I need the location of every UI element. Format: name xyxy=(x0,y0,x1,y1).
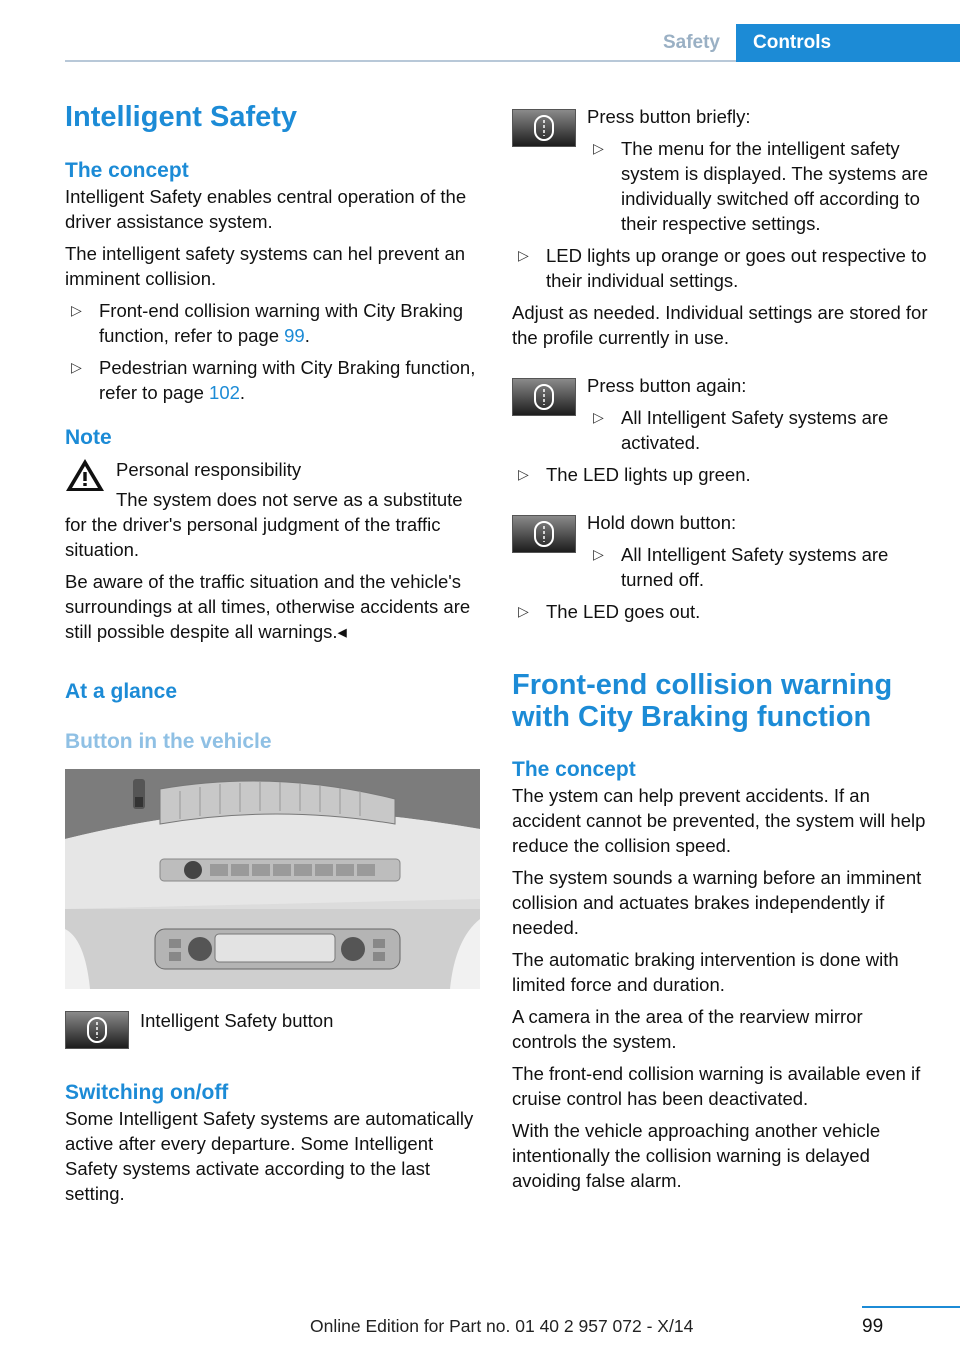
adjust-paragraph: Adjust as needed. Individual settings are stored for the profile currently in use. xyxy=(512,302,928,348)
fcw-paragraph-2: The system sounds a warning before an imminent collision and actuates brakes independently if needed. xyxy=(512,867,922,938)
header-chapter-controls[interactable]: Controls xyxy=(736,24,960,62)
bullet-text: Pedestrian warning with City Braking function, refer to page xyxy=(99,357,476,403)
bullet-arrow-icon: ▷ xyxy=(593,546,604,562)
list-item xyxy=(587,136,932,236)
fcw-paragraph-3: The automatic braking intervention is done with limited force and duration. xyxy=(512,949,899,995)
list-item: ▷ Pedestrian warning with City Braking function, refer to page 102. xyxy=(71,357,476,403)
list-item xyxy=(512,243,932,293)
bullet-arrow-icon: ▷ xyxy=(593,140,604,156)
bullet-text: LED lights up orange or goes out respective to their individual settings. xyxy=(546,245,927,291)
switching-heading: Switching on/off xyxy=(65,1081,229,1104)
concept-heading: The concept xyxy=(65,159,189,182)
bullet-arrow-icon: ▷ xyxy=(518,603,529,619)
fcw-paragraph-4: A camera in the area of the rearview mirror controls the system. xyxy=(512,1006,863,1052)
list-item xyxy=(512,599,932,624)
button-heading: Button in the vehicle xyxy=(65,730,272,753)
intelligent-safety-button-icon[interactable] xyxy=(65,1011,129,1049)
bullet-text: The LED lights up green. xyxy=(546,464,751,485)
glance-heading: At a glance xyxy=(65,680,178,703)
bullet-text: All Intelligent Safety systems are activated. xyxy=(621,407,889,453)
fcw-paragraph-6: With the vehicle approaching another vehicle intentionally the collision warning is delayed avoiding false alarm. xyxy=(512,1120,881,1191)
hold-down-label: Hold down button: xyxy=(587,512,737,533)
right-column xyxy=(512,100,932,1200)
press-again-block xyxy=(512,375,932,462)
intelligent-safety-button-icon[interactable] xyxy=(512,378,576,416)
switching-paragraph: Some Intelligent Safety systems are automatically active after every departure. Some Intelligent Safety systems activate according to the last setting. xyxy=(65,1108,474,1204)
note-paragraph-2: Be aware of the traffic situation and the vehicle's surroundings at all times, otherwise accidents are still possible despite all warnings.◂ xyxy=(65,571,471,642)
bullet-text: The menu for the intelligent safety system is displayed. The systems are individually switched off according to their respective settings. xyxy=(621,138,929,234)
bullet-arrow-icon: ▷ xyxy=(71,302,82,318)
intelligent-safety-button-icon[interactable] xyxy=(512,515,576,553)
list-item: ▷ Front-end collision warning with City Braking function, refer to page 99. xyxy=(71,300,463,346)
list-item xyxy=(512,462,932,487)
warning-triangle-icon xyxy=(65,457,105,493)
list-item xyxy=(587,405,932,455)
list-item xyxy=(587,542,932,592)
note-title: Personal responsibility xyxy=(116,459,302,480)
bullet-text: The LED goes out. xyxy=(546,601,701,622)
note-heading: Note xyxy=(65,426,112,449)
bullet-text: All Intelligent Safety systems are turned off. xyxy=(621,544,889,590)
button-legend xyxy=(65,1011,480,1049)
footer-edition: Online Edition for Part no. 01 40 2 957 072 - X/14 xyxy=(310,1316,694,1336)
bullet-arrow-icon: ▷ xyxy=(71,359,82,375)
dashboard-photo xyxy=(65,769,480,989)
press-brief-label: Press button briefly: xyxy=(587,106,751,127)
fcw-concept-heading: The concept xyxy=(512,758,636,781)
page-link-102[interactable]: 102 xyxy=(209,382,240,403)
page-link-99[interactable]: 99 xyxy=(284,325,305,346)
bullet-arrow-icon: ▷ xyxy=(593,409,604,425)
page-number: 99 xyxy=(862,1316,884,1337)
left-column xyxy=(65,100,480,1213)
fcw-title: Front-end collision warning with City Braking function xyxy=(512,669,893,733)
page-title: Intelligent Safety xyxy=(65,101,298,133)
fcw-paragraph-5: The front-end collision warning is available even if cruise control has been deactivated. xyxy=(512,1063,921,1109)
note-paragraph-1: The system does not serve as a substitute for the driver's personal judgment of the traffic situation. xyxy=(65,489,463,560)
concept-paragraph-1: Intelligent Safety enables central operation of the driver assistance system. xyxy=(65,186,467,232)
bullet-arrow-icon: ▷ xyxy=(518,247,529,263)
button-caption: Intelligent Safety button xyxy=(140,1010,334,1031)
fcw-paragraph-1: The ystem can help prevent accidents. If an accident cannot be prevented, the system will help reduce the collision speed. xyxy=(512,785,926,856)
concept-paragraph-2: The intelligent safety systems can hel prevent an imminent collision. xyxy=(65,243,466,289)
bullet-arrow-icon: ▷ xyxy=(518,466,529,482)
press-again-label: Press button again: xyxy=(587,375,747,396)
bullet-text: Front-end collision warning with City Braking function, refer to page xyxy=(99,300,463,346)
footer-rule xyxy=(862,1306,960,1308)
hold-down-block xyxy=(512,512,932,599)
intelligent-safety-button-icon[interactable] xyxy=(512,109,576,147)
header-section-safety[interactable]: Safety xyxy=(662,32,720,53)
press-brief-block xyxy=(512,106,932,243)
